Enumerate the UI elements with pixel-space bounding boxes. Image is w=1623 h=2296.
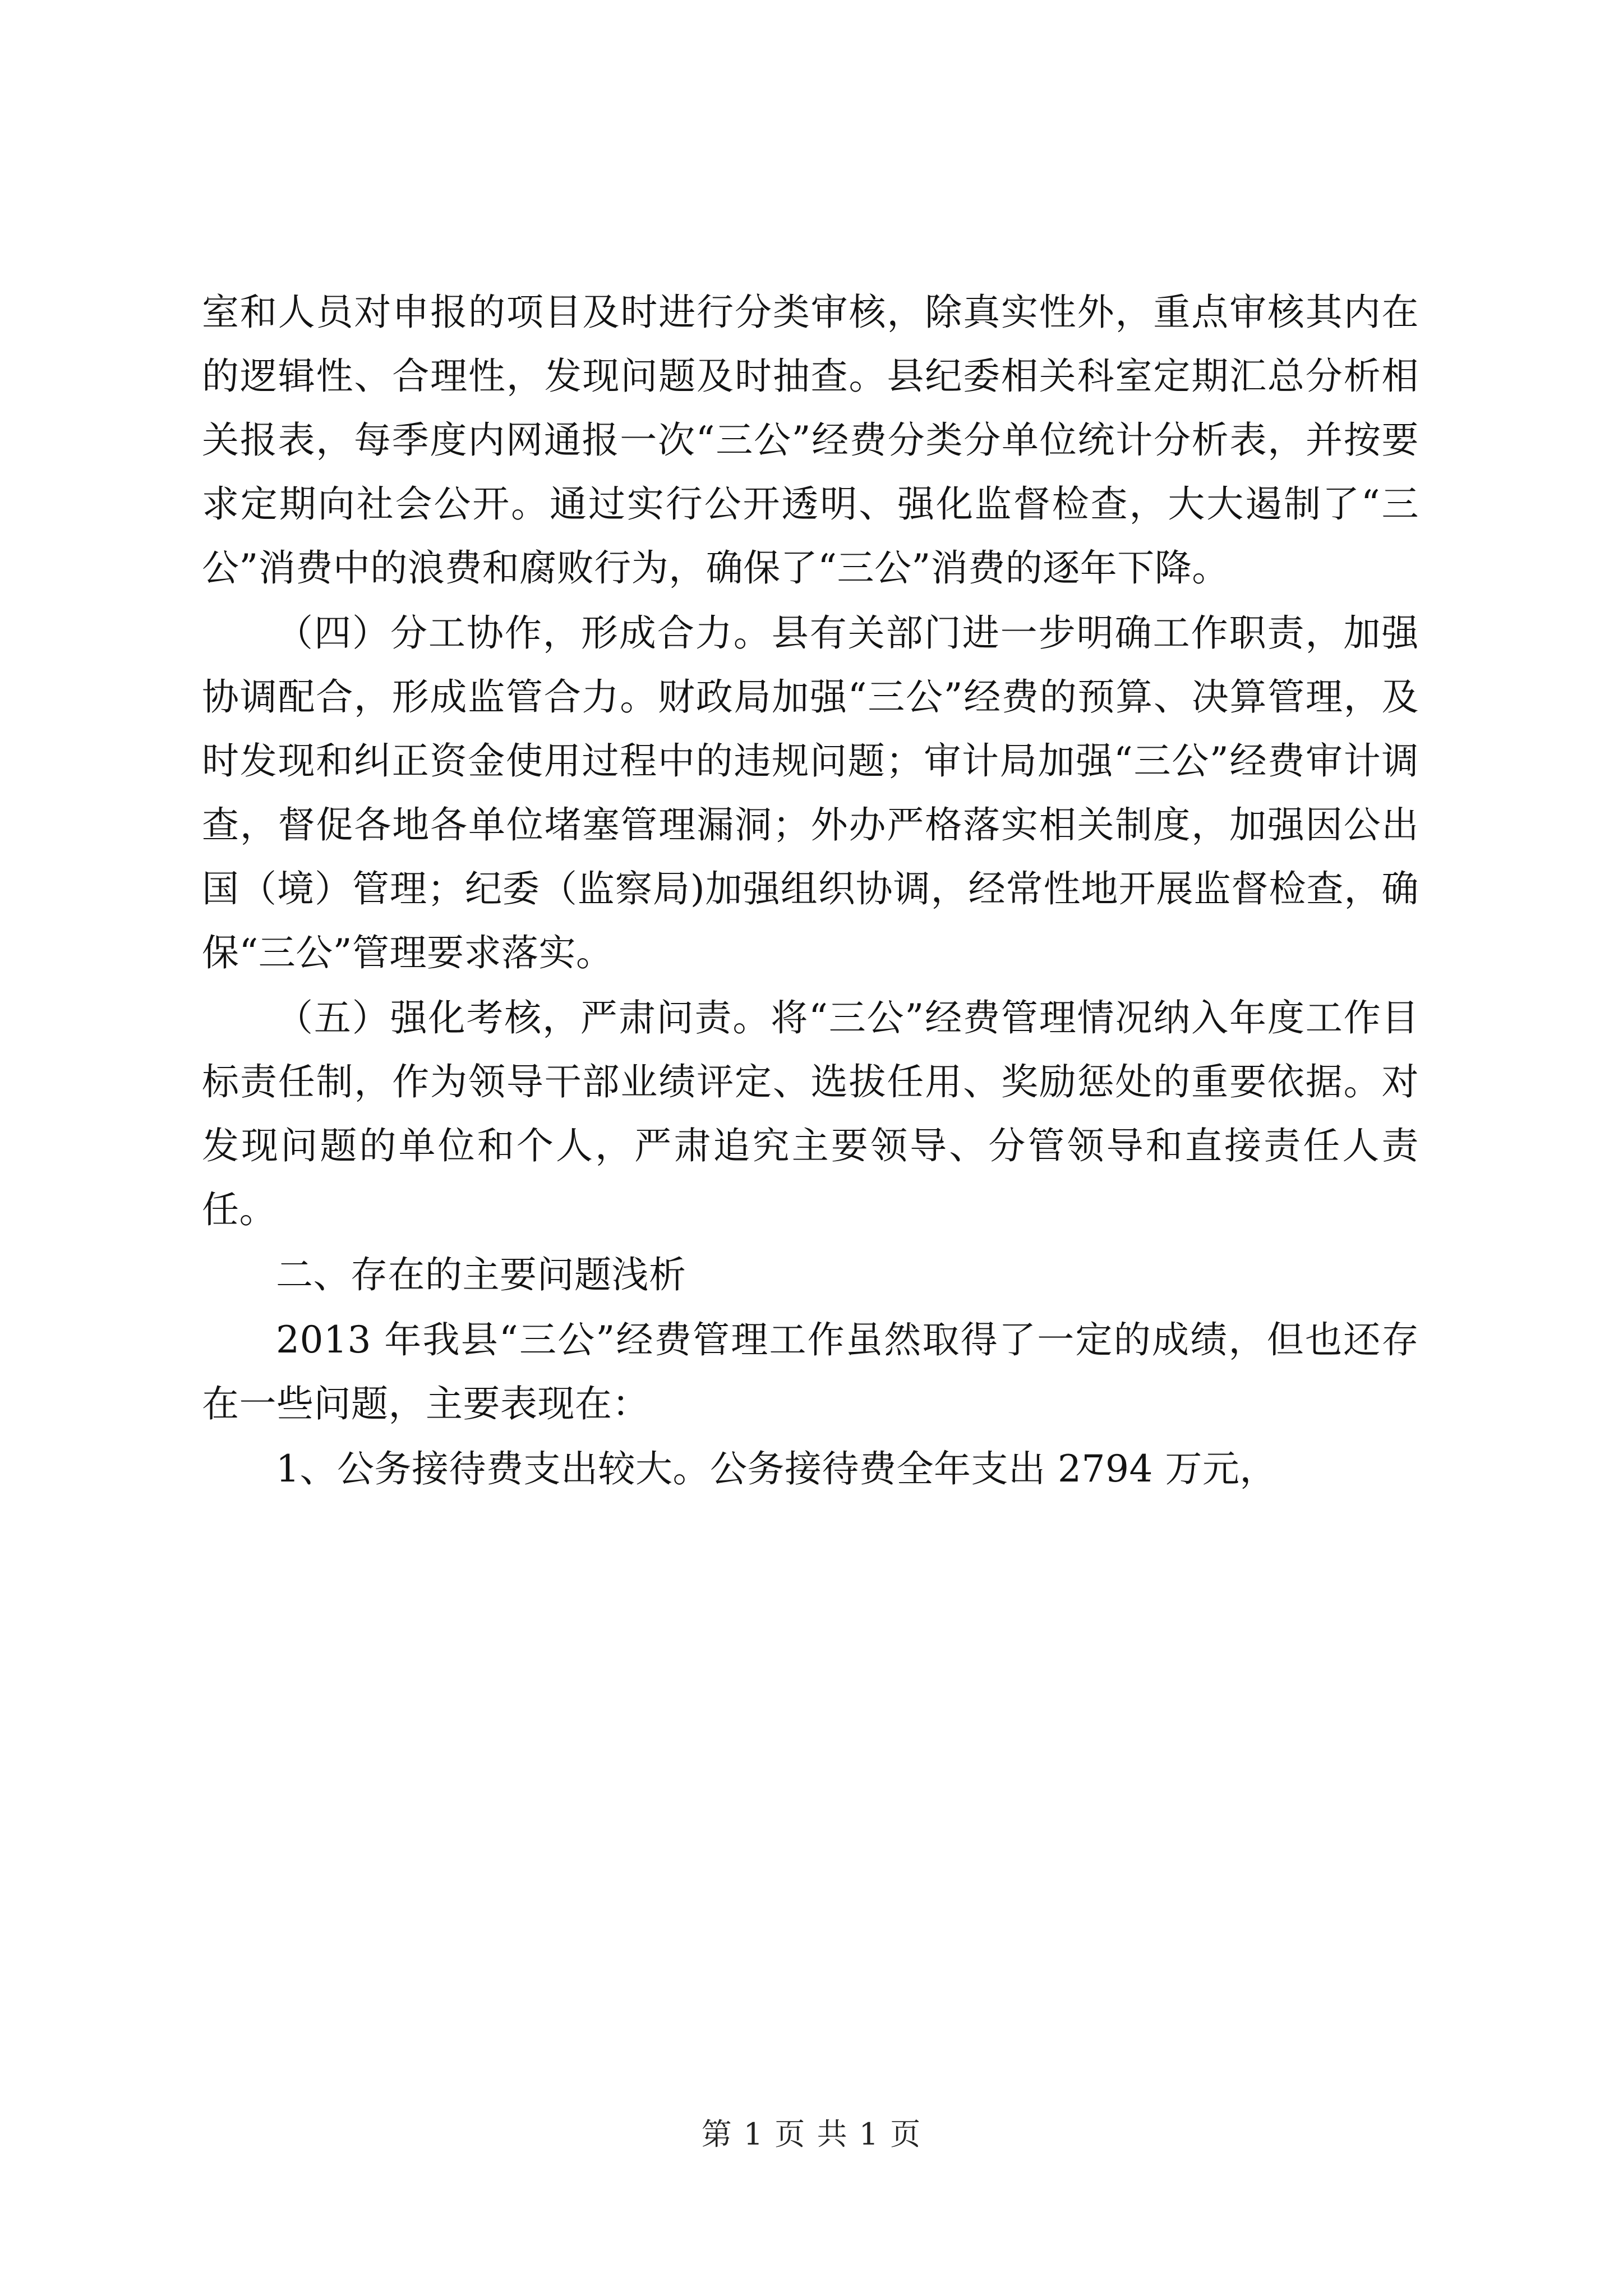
paragraph: （四）分工协作，形成合力。县有关部门进一步明确工作职责，加强协调配合，形成监管合力。财政局加强“三公”经费的预算、决算管理，及时发现和纠正资金使用过程中的违规问题；审计局加强“三公”经费审计调查，督促各地各单位堵塞管理漏洞；外办严格落实相关制度，加强因公出国（境）管理；纪委（监察局)加强组织协调，经常性地开展监督检查，确保“三公”管理要求落实。 [202, 611, 1419, 974]
page-footer: 第 1 页 共 1 页 [701, 2116, 922, 2152]
paragraph: 1、公务接待费支出较大。公务接待费全年支出 2794 万元， [276, 1447, 1277, 1490]
document-body [202, 280, 1419, 1502]
section-heading: 二、存在的主要问题浅析 [276, 1253, 686, 1296]
paragraph: 2013 年我县“三公”经费管理工作虽然取得了一定的成绩，但也还存在一些问题，主要表现在： [202, 1318, 1419, 1425]
paragraph: （五）强化考核，严肃问责。将“三公”经费管理情况纳入年度工作目标责任制，作为领导干部业绩评定、选拔任用、奖励惩处的重要依据。对发现问题的单位和个人，严肃追究主要领导、分管领导和直接责任人责任。 [202, 996, 1419, 1231]
paragraph: 室和人员对申报的项目及时进行分类审核，除真实性外，重点审核其内在的逻辑性、合理性，发现问题及时抽查。县纪委相关科室定期汇总分析相关报表，每季度内网通报一次“三公”经费分类分单位统计分析表，并按要求定期向社会公开。通过实行公开透明、强化监督检查，大大遏制了“三公”消费中的浪费和腐败行为，确保了“三公”消费的逐年下降。 [202, 291, 1419, 590]
